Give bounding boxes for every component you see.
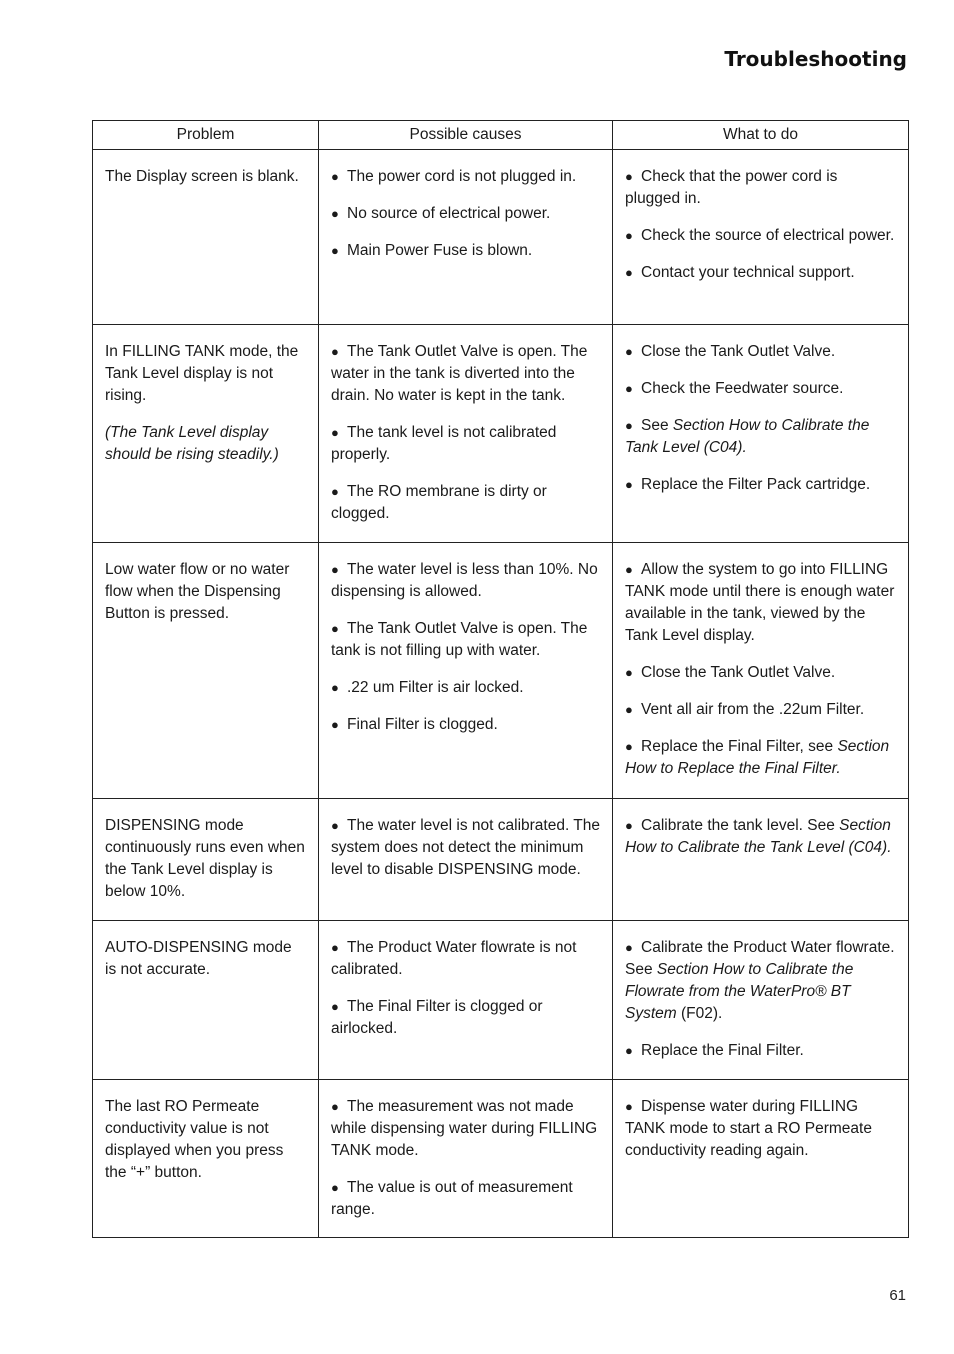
page-number: 61 bbox=[889, 1287, 906, 1304]
action-text: Replace the Final Filter. bbox=[641, 1042, 804, 1059]
action-item bbox=[625, 662, 896, 684]
bullet-icon: ● bbox=[331, 818, 339, 833]
cause-item bbox=[331, 341, 600, 407]
action-item bbox=[625, 736, 896, 780]
action-item bbox=[625, 225, 896, 247]
cause-text: The water level is less than 10%. No dispensing is allowed. bbox=[331, 561, 598, 600]
section-reference: Section How to Calibrate the Tank Level (C04). bbox=[625, 817, 892, 856]
bullet-icon: ● bbox=[625, 477, 633, 492]
bullet-icon: ● bbox=[625, 1099, 633, 1114]
actions-cell bbox=[613, 921, 909, 1080]
action-text: Calibrate the Product Water flowrate. See bbox=[625, 939, 895, 978]
action-text: Replace the Filter Pack cartridge. bbox=[641, 476, 871, 493]
cause-item bbox=[331, 996, 600, 1040]
cause-item bbox=[331, 166, 600, 188]
cause-text: The measurement was not made while dispensing water during FILLING TANK mode. bbox=[331, 1098, 598, 1159]
bullet-icon: ● bbox=[331, 562, 339, 577]
bullet-icon: ● bbox=[331, 940, 339, 955]
bullet-icon: ● bbox=[625, 265, 633, 280]
problem-text: DISPENSING mode continuously runs even when the Tank Level display is below 10%. bbox=[105, 817, 305, 900]
bullet-icon: ● bbox=[331, 206, 339, 221]
cause-text: The Product Water flowrate is not calibrated. bbox=[331, 939, 577, 978]
bullet-icon: ● bbox=[625, 381, 633, 396]
bullet-icon: ● bbox=[331, 1099, 339, 1114]
header-what-to-do: What to do bbox=[613, 121, 909, 150]
action-item bbox=[625, 262, 896, 284]
cause-text: .22 um Filter is air locked. bbox=[347, 679, 524, 696]
action-text: Close the Tank Outlet Valve. bbox=[641, 664, 836, 681]
action-text: Close the Tank Outlet Valve. bbox=[641, 343, 836, 360]
action-text: Replace the Final Filter, see bbox=[641, 738, 838, 755]
problem-text: The last RO Permeate conductivity value is not displayed when you press the “+” button. bbox=[105, 1098, 284, 1181]
action-item bbox=[625, 166, 896, 210]
action-tail: (F02). bbox=[676, 1005, 723, 1022]
page-title: Troubleshooting bbox=[724, 47, 907, 71]
causes-cell bbox=[319, 1080, 613, 1238]
cause-item bbox=[331, 203, 600, 225]
bullet-icon: ● bbox=[331, 169, 339, 184]
bullet-icon: ● bbox=[331, 484, 339, 499]
table-row bbox=[93, 1080, 909, 1238]
section-reference: Section How to Calibrate the Tank Level (C04). bbox=[625, 417, 870, 456]
bullet-icon: ● bbox=[331, 344, 339, 359]
actions-cell bbox=[613, 150, 909, 325]
causes-cell bbox=[319, 921, 613, 1080]
problem-note: (The Tank Level display should be rising steadily.) bbox=[105, 424, 279, 463]
bullet-icon: ● bbox=[625, 1043, 633, 1058]
action-item bbox=[625, 699, 896, 721]
cause-text: The Final Filter is clogged or airlocked. bbox=[331, 998, 543, 1037]
action-text: Allow the system to go into FILLING TANK mode until there is enough water available in the tank, viewed by the Tank Level display. bbox=[625, 561, 895, 644]
cause-text: The value is out of measurement range. bbox=[331, 1179, 573, 1218]
bullet-icon: ● bbox=[625, 344, 633, 359]
bullet-icon: ● bbox=[625, 702, 633, 717]
action-text: Dispense water during FILLING TANK mode to start a RO Permeate conductivity reading again. bbox=[625, 1098, 872, 1159]
cause-item bbox=[331, 618, 600, 662]
bullet-icon: ● bbox=[625, 169, 633, 184]
cause-text: The tank level is not calibrated properly. bbox=[331, 424, 557, 463]
bullet-icon: ● bbox=[331, 243, 339, 258]
bullet-icon: ● bbox=[331, 425, 339, 440]
cause-item bbox=[331, 481, 600, 525]
actions-cell bbox=[613, 325, 909, 543]
table-row bbox=[93, 799, 909, 921]
cause-text: Main Power Fuse is blown. bbox=[347, 242, 533, 259]
bullet-icon: ● bbox=[625, 665, 633, 680]
bullet-icon: ● bbox=[625, 228, 633, 243]
header-problem: Problem bbox=[93, 121, 319, 150]
bullet-icon: ● bbox=[625, 940, 633, 955]
action-item bbox=[625, 1040, 896, 1062]
bullet-icon: ● bbox=[331, 999, 339, 1014]
action-item bbox=[625, 1096, 896, 1162]
action-item bbox=[625, 415, 896, 459]
cause-text: The Tank Outlet Valve is open. The tank is not filling up with water. bbox=[331, 620, 588, 659]
problem-cell bbox=[93, 150, 319, 325]
causes-cell bbox=[319, 325, 613, 543]
action-text: Check the Feedwater source. bbox=[641, 380, 844, 397]
troubleshooting-table bbox=[92, 120, 909, 1238]
cause-item bbox=[331, 1096, 600, 1162]
causes-cell bbox=[319, 799, 613, 921]
action-text: Calibrate the tank level. See bbox=[641, 817, 840, 834]
table-row bbox=[93, 325, 909, 543]
bullet-icon: ● bbox=[331, 680, 339, 695]
action-text: Check the source of electrical power. bbox=[641, 227, 895, 244]
problem-cell bbox=[93, 799, 319, 921]
table-row bbox=[93, 150, 909, 325]
actions-cell bbox=[613, 799, 909, 921]
cause-item bbox=[331, 240, 600, 262]
actions-cell bbox=[613, 543, 909, 799]
causes-cell bbox=[319, 543, 613, 799]
bullet-icon: ● bbox=[625, 739, 633, 754]
header-possible-causes: Possible causes bbox=[319, 121, 613, 150]
action-item bbox=[625, 937, 896, 1025]
bullet-icon: ● bbox=[625, 418, 633, 433]
bullet-icon: ● bbox=[331, 717, 339, 732]
causes-cell bbox=[319, 150, 613, 325]
cause-text: No source of electrical power. bbox=[347, 205, 551, 222]
cause-text: Final Filter is clogged. bbox=[347, 716, 498, 733]
actions-cell bbox=[613, 1080, 909, 1238]
problem-text: In FILLING TANK mode, the Tank Level display is not rising. bbox=[105, 343, 299, 404]
action-item bbox=[625, 378, 896, 400]
problem-cell bbox=[93, 325, 319, 543]
cause-item bbox=[331, 422, 600, 466]
cause-text: The RO membrane is dirty or clogged. bbox=[331, 483, 547, 522]
table-header-row bbox=[93, 121, 909, 150]
bullet-icon: ● bbox=[625, 818, 633, 833]
problem-cell bbox=[93, 1080, 319, 1238]
cause-item bbox=[331, 1177, 600, 1221]
cause-item bbox=[331, 677, 600, 699]
cause-item bbox=[331, 937, 600, 981]
action-item bbox=[625, 341, 896, 363]
action-text: See bbox=[641, 417, 673, 434]
cause-item bbox=[331, 815, 600, 881]
action-item bbox=[625, 559, 896, 647]
problem-text: The Display screen is blank. bbox=[105, 168, 299, 185]
action-text: Vent all air from the .22um Filter. bbox=[641, 701, 865, 718]
problem-cell bbox=[93, 543, 319, 799]
action-text: Check that the power cord is plugged in. bbox=[625, 168, 838, 207]
bullet-icon: ● bbox=[625, 562, 633, 577]
action-item bbox=[625, 474, 896, 496]
action-item bbox=[625, 815, 896, 859]
section-reference: Section How to Replace the Final Filter. bbox=[625, 738, 890, 777]
problem-text: AUTO-DISPENSING mode is not accurate. bbox=[105, 939, 292, 978]
section-reference: Section How to Calibrate the Flowrate from the WaterPro® BT System bbox=[625, 961, 854, 1022]
bullet-icon: ● bbox=[331, 1180, 339, 1195]
cause-item bbox=[331, 714, 600, 736]
problem-cell bbox=[93, 921, 319, 1080]
problem-text: Low water flow or no water flow when the Dispensing Button is pressed. bbox=[105, 561, 290, 622]
table-row bbox=[93, 543, 909, 799]
bullet-icon: ● bbox=[331, 621, 339, 636]
action-text: Contact your technical support. bbox=[641, 264, 855, 281]
cause-item bbox=[331, 559, 600, 603]
cause-text: The power cord is not plugged in. bbox=[347, 168, 577, 185]
cause-text: The water level is not calibrated. The system does not detect the minimum level to disable DISPENSING mode. bbox=[331, 817, 601, 878]
cause-text: The Tank Outlet Valve is open. The water in the tank is diverted into the drain. No water is kept in the tank. bbox=[331, 343, 588, 404]
table-row bbox=[93, 921, 909, 1080]
